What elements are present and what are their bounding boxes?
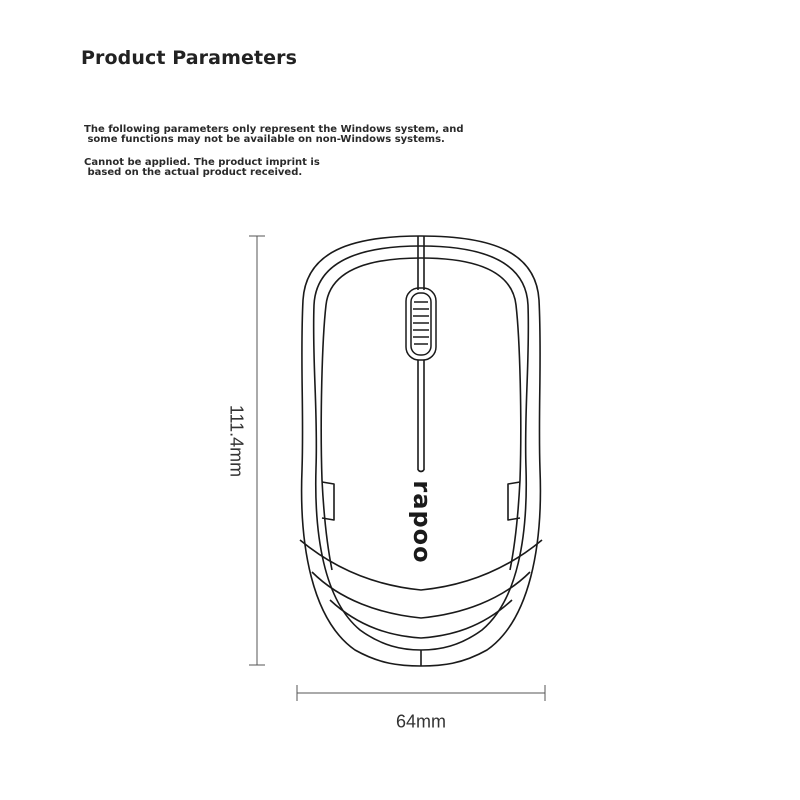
windows-compatibility-note: The following parameters only represent the Windows system, and some functions may not be available on non-Windows systems.	[84, 124, 464, 145]
height-dimension-label: 111.4mm	[226, 404, 247, 478]
width-dimension-line	[297, 685, 545, 701]
height-dimension-line	[249, 236, 265, 665]
scroll-wheel	[406, 288, 436, 360]
page-title: Product Parameters	[81, 47, 297, 69]
brand-logo: rapoo	[408, 480, 436, 564]
width-dimension-label: 64mm	[395, 711, 447, 732]
mouse-outline	[300, 236, 542, 666]
product-imprint-note: Cannot be applied. The product imprint is based on the actual product received.	[84, 157, 320, 178]
